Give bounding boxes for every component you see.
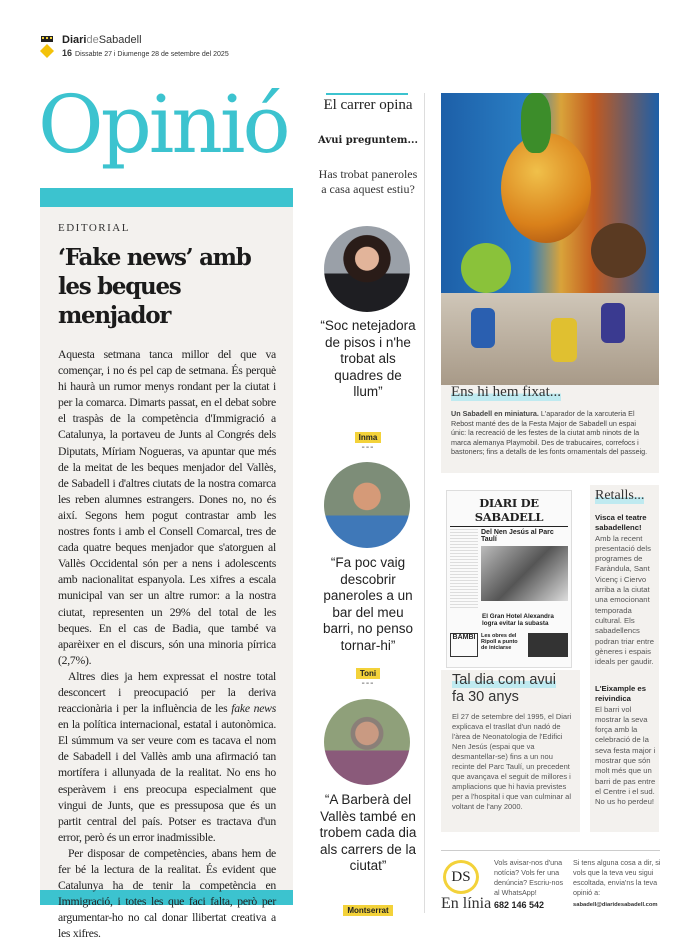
brand-sabadell: Sabadell [98, 34, 142, 46]
issue-date: Dissabte 27 i Diumenge 28 de setembre del 2025 [75, 51, 229, 58]
city-shield-logo-icon [40, 36, 54, 58]
whatsapp-text: Vols avisar-nos d'una notícia? Vols fer una denúncia? Escriu-nos al WhatsApp! [494, 858, 564, 897]
body: L'aparador de la xarcuteria El Rebost manté des de la Festa Major de Sabadell un espai únic: la recreació de les festes de la ciutat amb ninots de la marca alemanya Playmobil. Des de trabucaires, correfocs i bastoners; fins a detalls de les fonts ornamentals del passeig. [451, 409, 648, 457]
editorial-body [58, 347, 276, 942]
playmobil-window-photo [441, 93, 659, 385]
retall-text: Amb la recent presentació dels programes de Faràndula, Sant Vicenç i Ciervo arriba a la ciutat una emocionant temporada cultural. Els sabadellencs podran triar entre gèneres i espais ideals per gaudir. [595, 533, 654, 667]
whatsapp-phone-link[interactable]: 682 146 542 [494, 900, 545, 910]
clipping-headline: Les obres del Ripoll a punto de iniciarse [481, 633, 518, 651]
editorial-label: EDITORIAL [58, 222, 130, 234]
separator: --- [361, 442, 375, 453]
opinion-email-link[interactable]: sabadell@diaridesabadell.com [573, 902, 658, 908]
ens-hi-hem-fixat-text [451, 409, 651, 457]
section-title: Opinió [38, 78, 288, 171]
en-linia-label: En línia [441, 895, 492, 912]
editorial-paragraph [58, 669, 276, 846]
masthead-brand [62, 34, 142, 46]
clipping-ad: BAMBI [450, 633, 478, 657]
brand-de: de [86, 34, 99, 46]
column-rule [326, 93, 408, 95]
answer-quote: “A Barberà del Vallès també en trobem cada dia als carrers de la ciutat” [319, 792, 417, 873]
ens-hi-hem-fixat-title: Ens hi hem fixat... [451, 384, 561, 400]
accent-bar [40, 188, 293, 207]
retall-item [595, 684, 657, 808]
clipping-masthead: DIARI DE SABADELL [474, 496, 544, 524]
carrer-opina-subtitle: Avui preguntem... [318, 135, 418, 146]
clipping-photo [481, 546, 568, 601]
footer-rule [441, 850, 660, 851]
answer-name-wrap [318, 900, 418, 918]
answer-quote: “Fa poc vaig descobrir paneroles a un bar del meu barri, no penso tornar-hi” [322, 555, 414, 653]
retall-lead: Visca el teatre sabadellenc! [595, 513, 647, 533]
retall-lead: L'Eixample es reivindica [595, 684, 646, 704]
answer-quote: “Soc netejadora de pisos i n'he trobat als quadres de llum” [320, 318, 416, 399]
page-number: 16 [62, 48, 73, 58]
retalls-title: Retalls... [595, 488, 645, 503]
tal-dia-text: El 27 de setembre del 1995, el Diari explicava el trasllat d'un nadó de l'àrea de Neonatologia de l'Edifici Nen Jesús (espai que va desmantellar-se) fins a un nou recinte del Parc Taulí, un precedent que avançava el seguit de millores i ampliacions que hi havia previstes per a l'hospital i que van culminar al voltant de l'any 2000. [452, 712, 572, 811]
avatar-toni [324, 462, 410, 548]
ds-speech-bubble-logo-icon: DS [443, 860, 479, 894]
editorial-paragraph: Per disposar de competències, abans hem de fer bé la lectura de la realitat. És evident que Catalunya ha de tenir la competència en Immigració, i totes les que faci falta, però per argumentar-ho no cal donar llibertat creativa a les xifres. [58, 846, 276, 941]
clipping-headline: El Gran Hotel Alexandra logra evitar la subasta [482, 613, 554, 627]
clipping-column [450, 529, 478, 609]
carrer-opina-title: El carrer opina [323, 97, 413, 113]
opinion-text: Si tens alguna cosa a dir, si vols que la teva veu sigui escoltada, envia'ns la teva opinió a: [573, 858, 661, 897]
answer-name: Toni [356, 668, 380, 679]
clipping-car-ad [528, 633, 568, 657]
retall-item [595, 513, 657, 667]
carrer-opina-question: Has trobat paneroles a casa aquest estiu? [318, 167, 418, 196]
lead: Un Sabadell en miniatura. [451, 409, 539, 418]
answer-name: Montserrat [343, 905, 392, 916]
tal-dia-title-line: Tal dia com avui [452, 672, 556, 688]
editorial-paragraph: Aquesta setmana tanca millor del que va començar, i no és pel cap de setmana. És perquè hi haurà un rumor menys rondant per la ciutat i per la comarca. Dimarts passat, en el debat sobre el traspàs de la competència d'Immigració a Catalunya, la portaveu de Junts al Congrés dels Diputats, Míriam Nogueras, va apuntar que més de la meitat de les beques menjador del Vallès, de Sabadell i d'altres ciutats de la nostra comarca les reben alumnes estrangers. Dones no, no és així. Segons hem pogut contrastar amb les nostres fonts i amb el Consell Comarcal, tres de cada quatre beques menjador que s'atorguen al Vallès Occidental són per a nens i adolescents amb nacionalitat espanyola. Les xifres a escala municipal van ser un altre rumor: a la nostra ciutat, representen un 29% del total de les beques. En el cas de Badia, que també va aparèixer en el discurs, són una minoria pírrica (2,7%). [58, 348, 276, 667]
avatar-inma [324, 226, 410, 312]
avatar-montserrat [324, 699, 410, 785]
brand-diari: Diari [62, 34, 87, 46]
clipping-headline: Del Nen Jesús al Parc Taulí [481, 529, 554, 543]
dateline [62, 48, 229, 58]
tal-dia-title [452, 672, 556, 706]
separator: --- [361, 678, 375, 689]
italic-term: fake news [231, 702, 277, 716]
archive-front-page-clipping [446, 490, 572, 668]
tal-dia-title-line: fa 30 anys [452, 689, 519, 705]
text-span: en la política internacional, estatal i autonòmica. El súmmum va ser veure com es tacava el nom de Sabadell i del Vallès amb una afirmació tan mortífera i allunyada de la realitat. No ens ho esperàvem i ens preocupa especialment que vingui de Junts, que es pressuposa que és un partit central del país. Potser es tractava d'un error, però és un error inadmissible. [58, 718, 276, 844]
retall-text: El barri vol mostrar la seva força amb la celebració de la seva festa major i mostrar que són molt més que un barri de pas entre el Centre i el sud. No us ho perdeu! [595, 704, 656, 807]
answer-name: Inma [355, 432, 382, 443]
text-span: Altres dies ja hem expressat el nostre total desconcert i preocupació per la deriva reaccionària i per la influència de les [58, 669, 276, 716]
column-divider [424, 93, 425, 913]
editorial-headline: ‘Fake news’ amb les beques menjador [58, 244, 251, 329]
